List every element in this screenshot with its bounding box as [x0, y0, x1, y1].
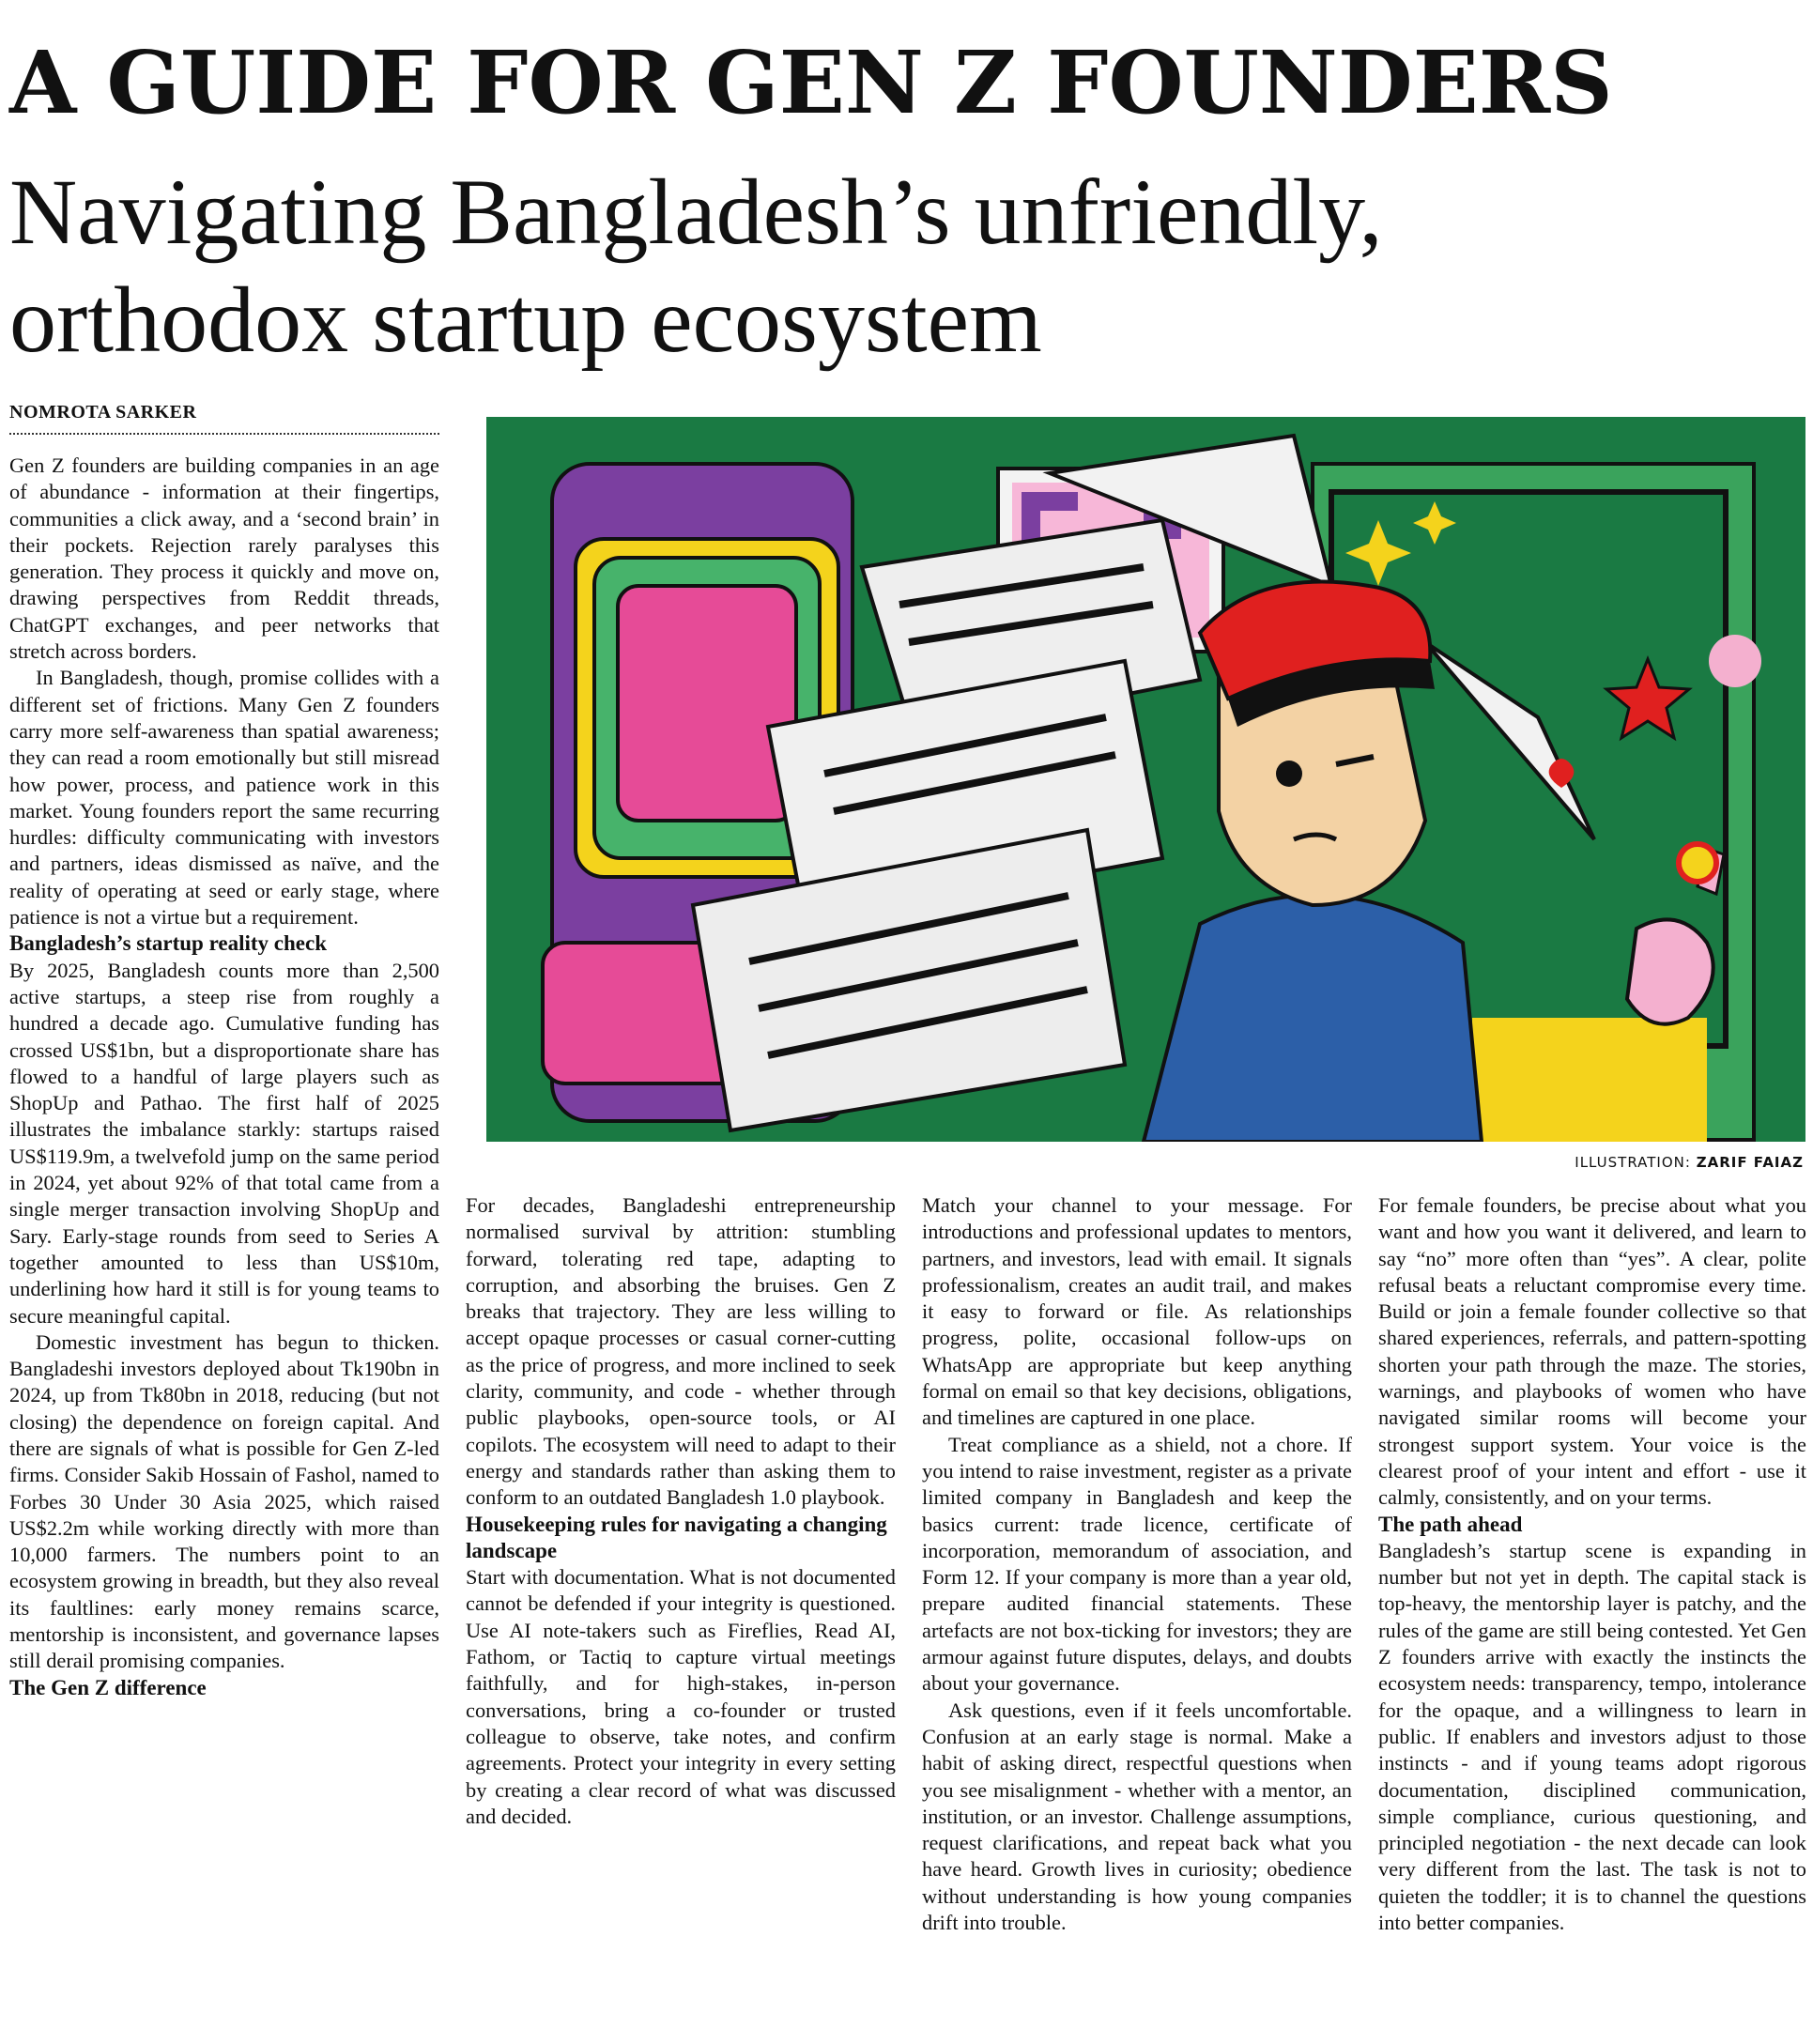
column-1: [9, 453, 439, 1701]
paragraph: Match your channel to your message. For introductions and professional updates to mentors, partners, and investors, lead with email. It signals professionalism, creates an audit trail, and makes it easy to forward or file. As relationships progress, polite, occasional follow-ups on WhatsApp are appropriate but keep anything formal on email so that key decisions, obligations, and timelines are captured in one place.: [922, 1193, 1352, 1430]
paragraph: Treat compliance as a shield, not a chore. If you intend to raise investment, register as a private limited company in Bangladesh and keep the basics current: trade licence, certificate of incorporation, memorandum of association, and Form 12. If your company is more than a year old, prepare audited financial statements. These artefacts are not box-ticking for investors; they are armour against future disputes, delays, and doubts about your governance.: [922, 1432, 1352, 1696]
column-4: [1378, 1192, 1806, 1936]
paragraph: For decades, Bangladeshi entrepreneurship normalised survival by attrition: stumbling forward, tolerating red tape, adapting to corruption, and absorbing the bruises. Gen Z breaks that trajectory. They are less willing to accept opaque processes or casual corner-cutting as the price of progress, and more inclined to seek clarity, community, and code - whether through public playbooks, open-source tools, or AI copilots. The ecosystem will need to adapt to their energy and standards rather than asking them to conform to an outdated Bangladesh 1.0 playbook.: [466, 1193, 896, 1510]
paragraph: Bangladesh’s startup scene is expanding in number but not yet in depth. The capital stack is top-heavy, the mentorship layer is patchy, and the rules of the game are still being contested. Yet Gen Z founders arrive with exactly the instincts the ecosystem needs: transparency, tempo, intolerance for the opaque, and a willingness to learn in public. If enablers and investors adjust to those instincts - and if young teams adopt rigorous documentation, disciplined communication, simple compliance, curious questioning, and principled negotiation - the next decade can look very different from the last. The task is not to quieten the toddler; it is to channel the questions into better companies.: [1378, 1538, 1806, 1935]
illustration-credit: [1575, 1154, 1804, 1171]
paragraph: By 2025, Bangladesh counts more than 2,500 active startups, a steep rise from roughly a hundred a decade ago. Cumulative funding has crossed US$1bn, but a disproportionate share has flowed to a handful of large players such as ShopUp and Pathao. The first half of 2025 illustrates the imbalance starkly: startups raised US$119.9m, a twelvefold jump on the same period in 2024, yet about 92% of that total came from a single merger transaction involving ShopUp and Sary. Early-stage rounds from seed to Series A together amounted to less than US$10m, underlining how hard it still is for young teams to secure meaningful capital.: [9, 958, 439, 1328]
paragraph: For female founders, be precise about what you want and how you want it delivered, and learn to say “no” more often than “yes”. A clear, polite refusal beats a reluctant compromise every time. Build or join a female founder collective so that shared experiences, referrals, and pattern-spotting shorten your path through the maze. The stories, warnings, and playbooks of women who have navigated similar rooms will become your strongest support system. Your voice is the clearest proof of your intent and effort - use it calmly, consistently, and on your terms.: [1378, 1193, 1806, 1510]
subheading: Bangladesh’s startup reality check: [9, 931, 327, 956]
column-2: [466, 1192, 896, 1830]
subheading: The Gen Z difference: [9, 1675, 207, 1699]
paragraph: Gen Z founders are building companies in an age of abundance - information at their fingertips, communities a click away, and a ‘second brain’ in their pockets. Rejection rarely paralyses this generation. They process it quickly and move on, drawing perspectives from Reddit threads, ChatGPT exchanges, and peer networks that stretch across borders.: [9, 453, 439, 664]
headline-line-2: orthodox startup ecosystem: [9, 268, 1042, 372]
paragraph: In Bangladesh, though, promise collides with a different set of frictions. Many Gen Z founders carry more self-awareness than spatial awareness; they can read a room emotionally but still misread how power, process, and patience work in this market. Young founders report the same recurring hurdles: difficulty communicating with investors and partners, ideas dismissed as naïve, and the reality of operating at seed or early stage, where patience is not a virtue but a requirement.: [9, 666, 439, 930]
column-3: [922, 1192, 1352, 1936]
subheading: The path ahead: [1378, 1512, 1523, 1536]
illustration: [486, 417, 1805, 1142]
kicker-heading: A GUIDE FOR GEN Z FOUNDERS: [9, 32, 1613, 133]
subheading: Housekeeping rules for navigating a changing landscape: [466, 1512, 887, 1562]
headline-line-1: Navigating Bangladesh’s unfriendly,: [9, 160, 1383, 264]
paragraph: Start with documentation. What is not documented cannot be defended if your integrity is questioned. Use AI note-takers such as Fireflies, Read AI, Fathom, or Tactiq to capture virtual meetings faithfully, and for high-stakes, in-person conversations, bring a co-founder or trusted colleague to observe, take notes, and confirm agreements. Protect your integrity in every setting by creating a clear record of what was discussed and decided.: [466, 1565, 896, 1828]
paragraph: Domestic investment has begun to thicken. Bangladeshi investors deployed about Tk190bn in 2024, up from Tk80bn in 2018, reducing (but not closing) the dependence on foreign capital. And there are signals of what is possible for Gen Z-led firms. Consider Sakib Hossain of Fashol, named to Forbes 30 Under 30 Asia 2025, which raised US$2.2m while working directly with more than 10,000 farmers. The numbers point to an ecosystem growing in breadth, but they also reveal its faultlines: early money remains scarce, mentorship is inconsistent, and governance lapses still derail promising companies.: [9, 1329, 439, 1673]
byline: NOMROTA SARKER: [9, 402, 439, 435]
credit-name: ZARIF FAIAZ: [1696, 1154, 1804, 1171]
paragraph: Ask questions, even if it feels uncomfortable. Confusion at an early stage is normal. Make a habit of asking direct, respectful questions when you see misalignment - whether with a mentor, an institution, or an investor. Challenge assumptions, request clarifications, and repeat back what you have heard. Growth lives in curiosity; obedience without understanding is how young companies drift into trouble.: [922, 1698, 1352, 1935]
credit-label: ILLUSTRATION:: [1575, 1154, 1691, 1171]
headline: [9, 158, 1803, 374]
